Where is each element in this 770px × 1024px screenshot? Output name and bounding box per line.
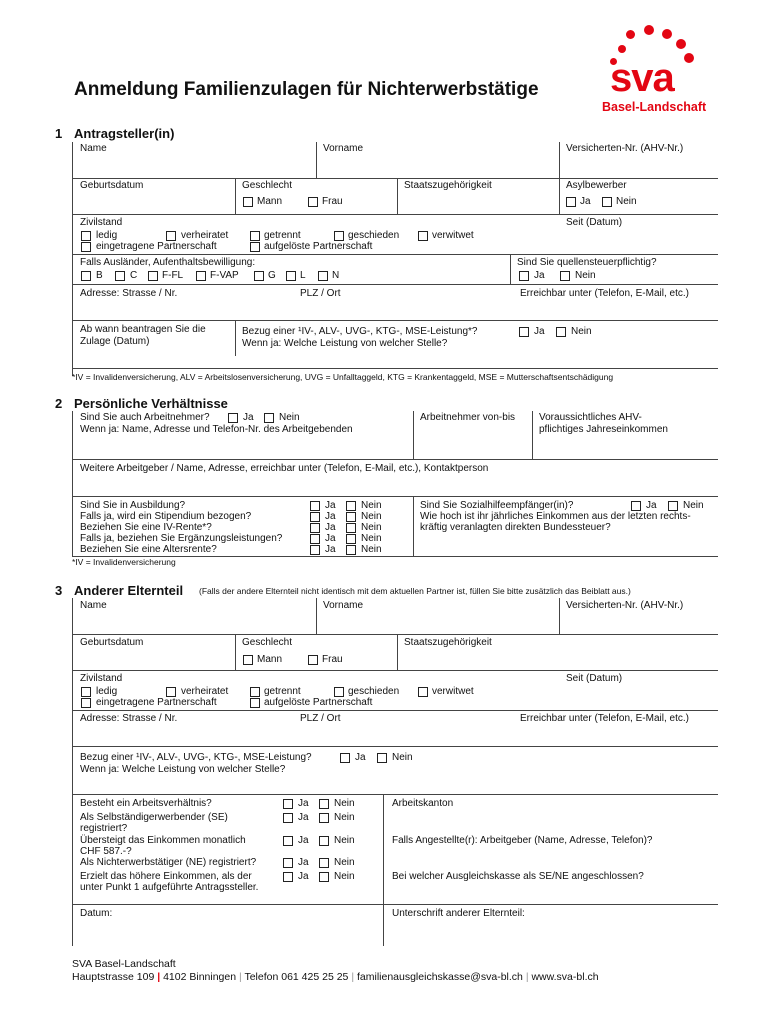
s1-aufgeloest-label: aufgelöste Partnerschaft [264,241,373,252]
s2-q4-ja-checkbox[interactable] [310,545,320,555]
s2-q2-ja-checkbox[interactable] [310,523,320,533]
s2-q2-nein-label: Nein [361,522,382,533]
s3-bezug-ja-checkbox[interactable] [340,753,350,763]
s1-eingetragen-label: eingetragene Partnerschaft [96,241,217,252]
s3-bezug-ja-label: Ja [355,752,366,763]
s1-asyl-ja-checkbox[interactable] [566,197,576,207]
section-1-number: 1 [55,126,63,141]
s1-mann-label: Mann [257,196,283,207]
s3-aufgeloest-label: aufgelöste Partnerschaft [264,697,373,708]
s1-quellen-ja-checkbox[interactable] [519,271,529,281]
footer-web[interactable]: www.sva-bl.ch [531,971,599,983]
section-3-title: Anderer Elternteil [74,583,184,598]
logo-dot [684,53,694,63]
s3-verwitwet-label: verwitwet [432,686,474,697]
s3-selbst-label-2: registriert? [80,823,128,834]
s1-permit-l-checkbox[interactable] [286,271,296,281]
s2-q0-nein-checkbox[interactable] [346,501,356,511]
s1-asyl-ja-label: Ja [580,196,591,207]
s1-plz-label: PLZ / Ort [300,288,341,299]
s3-hoeher-label-2: unter Punkt 1 aufgeführte Antragssteller. [80,882,259,893]
s3-ne-label: Als Nichterwerbstätiger (NE) registriert? [80,857,257,868]
s3-verheiratet-checkbox[interactable] [166,687,176,697]
s3-ne-nein-label: Nein [334,857,355,868]
s1-getrennt-label: getrennt [264,230,301,241]
section-3-number: 3 [55,583,63,598]
s3-ledig-label: ledig [96,686,118,697]
s1-bezug-label-1: Bezug einer ¹IV-, ALV-, UVG-, KTG-, MSE-Leistung*? [242,326,478,337]
s2-arbeitnehmer-label-2: Wenn ja: Name, Adresse und Telefon-Nr. des Arbeitgebenden [80,424,353,435]
s2-q4-nein-label: Nein [361,544,382,555]
s1-frau-label: Frau [322,196,343,207]
footer-phone: Telefon 061 425 25 25 [244,971,349,983]
s3-arbeitsverh-label: Besteht ein Arbeitsverhältnis? [80,798,212,809]
s1-ledig-label: ledig [96,230,118,241]
s3-adresse-label: Adresse: Strasse / Nr. [80,713,178,724]
s3-arbeitsverh-ja-checkbox[interactable] [283,799,293,809]
s1-geschieden-checkbox[interactable] [334,231,344,241]
s3-unterschrift-label: Unterschrift anderer Elternteil: [392,908,525,919]
s2-sozial-nein-label: Nein [683,500,704,511]
s3-staatszug-label: Staatszugehörigkeit [404,637,492,648]
section-2-number: 2 [55,396,63,411]
s3-arbeitsverh-nein-checkbox[interactable] [319,799,329,809]
s1-zivilstand-label: Zivilstand [80,217,123,228]
s1-ledig-checkbox[interactable] [81,231,91,241]
s3-uebersteigt-label-1: Übersteigt das Einkommen monatlich [80,835,246,846]
s3-hoeher-ja-label: Ja [298,871,309,882]
s3-geschieden-label: geschieden [348,686,400,697]
s1-bezug-ja-checkbox[interactable] [519,327,529,337]
s3-verheiratet-label: verheiratet [181,686,229,697]
s2-question-4: Beziehen Sie eine Altersrente? [80,544,217,555]
s1-verwitwet-label: verwitwet [432,230,474,241]
logo-dot [644,25,654,35]
s3-ne-ja-label: Ja [298,857,309,868]
s1-permit-n-checkbox[interactable] [318,271,328,281]
s1-permit-g-checkbox[interactable] [254,271,264,281]
s2-q2-nein-checkbox[interactable] [346,523,356,533]
s2-question-1: Falls ja, wird ein Stipendium bezogen? [80,511,252,522]
s3-uebersteigt-nein-label: Nein [334,835,355,846]
s2-q0-nein-label: Nein [361,500,382,511]
logo-dot [662,29,672,39]
s2-q1-ja-checkbox[interactable] [310,512,320,522]
s3-uebersteigt-label-2: CHF 587.-? [80,846,132,857]
s1-asyl-label: Asylbewerber [566,180,627,191]
s3-selbst-ja-label: Ja [298,812,309,823]
s1-asyl-nein-checkbox[interactable] [602,197,612,207]
s1-aufgeloest-checkbox[interactable] [250,242,260,252]
s3-hoeher-nein-checkbox[interactable] [319,872,329,882]
s3-geburtsdatum-label: Geburtsdatum [80,637,144,648]
s3-eingetragen-label: eingetragene Partnerschaft [96,697,217,708]
s2-q1-nein-label: Nein [361,511,382,522]
footer-email[interactable]: familienausgleichskasse@sva-bl.ch [356,971,523,983]
s3-plz-label: PLZ / Ort [300,713,341,724]
s3-arbeitskanton-label: Arbeitskanton [392,798,454,809]
s1-geburtsdatum-label: Geburtsdatum [80,180,144,191]
s2-arbeitnehmer-nein-label: Nein [279,412,300,423]
s2-einkommen-label-1: Wie hoch ist ihr jährliches Einkommen aus der letzten rechts- [420,511,691,522]
s2-ahv-label-1: Voraussichtliches AHV- [539,412,642,423]
s3-hoeher-nein-label: Nein [334,871,355,882]
s2-q1-ja-label: Ja [325,511,336,522]
s2-arbeitnehmer-nein-checkbox[interactable] [264,413,274,423]
s2-sozial-ja-label: Ja [646,500,657,511]
s2-question-2: Beziehen Sie eine IV-Rente*? [80,522,212,533]
s3-bezug-nein-label: Nein [392,752,413,763]
s1-permit-n-label: N [332,270,340,281]
s3-selbst-label-1: Als Selbständigerwerbender (SE) [80,812,228,823]
s1-permit-b-checkbox[interactable] [81,271,91,281]
section-2-title: Persönliche Verhältnisse [74,396,228,411]
s2-vonbis-label: Arbeitnehmer von-bis [420,412,516,423]
s2-q3-nein-checkbox[interactable] [346,534,356,544]
s2-q0-ja-checkbox[interactable] [310,501,320,511]
s2-question-0: Sind Sie in Ausbildung? [80,500,186,511]
s1-verwitwet-checkbox[interactable] [418,231,428,241]
s3-ne-ja-checkbox[interactable] [283,858,293,868]
s3-geschlecht-label: Geschlecht [242,637,293,648]
s1-auslaender-label: Falls Ausländer, Aufenthaltsbewilligung: [80,257,256,268]
s3-name-label: Name [80,600,107,611]
s3-aufgeloest-checkbox[interactable] [250,698,260,708]
s3-bezug-label-1: Bezug einer ¹IV-, ALV-, UVG-, KTG-, MSE-Leistung? [80,752,312,763]
s3-frau-checkbox[interactable] [308,655,318,665]
s3-uebersteigt-nein-checkbox[interactable] [319,836,329,846]
footer-separator: | [157,971,164,983]
s3-hoeher-ja-checkbox[interactable] [283,872,293,882]
s3-selbst-ja-checkbox[interactable] [283,813,293,823]
s1-permit-fvap-checkbox[interactable] [196,271,206,281]
s1-quellen-nein-label: Nein [575,270,596,281]
s3-bezug-nein-checkbox[interactable] [377,753,387,763]
s1-permit-ffl-label: F-FL [162,270,184,281]
s1-abwann-label-2: Zulage (Datum) [80,336,150,347]
s1-verheiratet-checkbox[interactable] [166,231,176,241]
logo-region-text: Basel-Landschaft [602,100,707,114]
section-1-title: Antragsteller(in) [74,126,175,141]
s2-question-3: Falls ja, beziehen Sie Ergänzungsleistungen? [80,533,283,544]
s3-verwitwet-checkbox[interactable] [418,687,428,697]
s2-sozial-label: Sind Sie Sozialhilfeempfänger(in)? [420,500,574,511]
s1-permit-c-label: C [130,270,138,281]
s3-ledig-checkbox[interactable] [81,687,91,697]
s2-footnote: *IV = Invalidenversicherung [72,557,176,567]
s1-erreichbar-label: Erreichbar unter (Telefon, E-Mail, etc.) [520,288,689,299]
s2-einkommen-label-2: kräftig veranlagten direkten Bundessteuer? [420,522,611,533]
s3-vorname-label: Vorname [323,600,364,611]
s1-versnr-label: Versicherten-Nr. (AHV-Nr.) [566,143,684,154]
s3-bezug-label-2: Wenn ja: Welche Leistung von welcher Stelle? [80,764,286,775]
s3-versnr-label: Versicherten-Nr. (AHV-Nr.) [566,600,684,611]
s2-sozial-nein-checkbox[interactable] [668,501,678,511]
s1-seit-label: Seit (Datum) [566,217,623,228]
logo-dot [618,45,626,53]
s2-arbeitnehmer-label-1: Sind Sie auch Arbeitnehmer? [80,412,210,423]
footer-city: 4102 Binningen [163,971,237,983]
s1-permit-ffl-checkbox[interactable] [148,271,158,281]
s3-getrennt-label: getrennt [264,686,301,697]
s1-bezug-nein-label: Nein [571,326,592,337]
s1-eingetragen-checkbox[interactable] [81,242,91,252]
footer-address: Hauptstrasse 109 [72,971,155,983]
s3-frau-label: Frau [322,654,343,665]
s2-arbeitnehmer-ja-label: Ja [243,412,254,423]
s2-arbeitnehmer-ja-checkbox[interactable] [228,413,238,423]
logo-dot [676,39,686,49]
s3-getrennt-checkbox[interactable] [250,687,260,697]
s2-q1-nein-checkbox[interactable] [346,512,356,522]
s3-mann-checkbox[interactable] [243,655,253,665]
s1-mann-checkbox[interactable] [243,197,253,207]
s3-arbeitsverh-nein-label: Nein [334,798,355,809]
s2-q2-ja-label: Ja [325,522,336,533]
s1-asyl-nein-label: Nein [616,196,637,207]
s3-ne-nein-checkbox[interactable] [319,858,329,868]
s3-selbst-nein-label: Nein [334,812,355,823]
section-3-note: (Falls der andere Elternteil nicht identisch mit dem aktuellen Partner ist, füllen Sie bitte zusätzlich das Beiblatt aus.) [199,586,631,596]
s2-q4-ja-label: Ja [325,544,336,555]
s1-permit-fvap-label: F-VAP [210,270,239,281]
s2-weitere-label: Weitere Arbeitgeber / Name, Adresse, erreichbar unter (Telefon, E-Mail, etc.), Kontaktperson [80,463,489,474]
s3-erreichbar-label: Erreichbar unter (Telefon, E-Mail, etc.) [520,713,689,724]
form-title: Anmeldung Familienzulagen für Nichterwerbstätige [74,79,539,100]
s1-permit-l-label: L [300,270,306,281]
s3-selbst-nein-checkbox[interactable] [319,813,329,823]
s1-bezug-label-2: Wenn ja: Welche Leistung von welcher Stelle? [242,338,448,349]
s3-zivilstand-label: Zivilstand [80,673,123,684]
s1-quellen-ja-label: Ja [534,270,545,281]
s3-uebersteigt-ja-checkbox[interactable] [283,836,293,846]
s1-frau-checkbox[interactable] [308,197,318,207]
s1-name-label: Name [80,143,107,154]
s1-bezug-ja-label: Ja [534,326,545,337]
s1-bezug-nein-checkbox[interactable] [556,327,566,337]
s3-angestellt-label: Falls Angestellte(r): Arbeitgeber (Name, Adresse, Telefon)? [392,835,653,846]
s1-geschlecht-label: Geschlecht [242,180,293,191]
s3-datum-label: Datum: [80,908,113,919]
footer-org: SVA Basel-Landschaft [72,958,176,970]
s1-permit-b-label: B [96,270,103,281]
s1-getrennt-checkbox[interactable] [250,231,260,241]
footer-contact-line: Hauptstrasse 109 | 4102 Binningen | Telefon 061 425 25 25 | familienausgleichskasse@sva-bl.ch | www.sva-bl.ch [72,971,599,983]
s2-q3-ja-label: Ja [325,533,336,544]
s3-geschieden-checkbox[interactable] [334,687,344,697]
s2-q0-ja-label: Ja [325,500,336,511]
s1-permit-c-checkbox[interactable] [115,271,125,281]
s3-arbeitsverh-ja-label: Ja [298,798,309,809]
s1-staatszug-label: Staatszugehörigkeit [404,180,492,191]
s1-quellen-nein-checkbox[interactable] [560,271,570,281]
s1-vorname-label: Vorname [323,143,364,154]
s1-adresse-label: Adresse: Strasse / Nr. [80,288,178,299]
logo-dot [626,30,635,39]
s1-geschieden-label: geschieden [348,230,400,241]
s3-uebersteigt-ja-label: Ja [298,835,309,846]
s1-abwann-label-1: Ab wann beantragen Sie die [80,324,206,335]
s1-verheiratet-label: verheiratet [181,230,229,241]
logo-sva-text: sva [610,56,674,100]
s1-quellensteuer-label: Sind Sie quellensteuerpflichtig? [517,257,657,268]
s3-eingetragen-checkbox[interactable] [81,698,91,708]
s2-sozial-ja-checkbox[interactable] [631,501,641,511]
s2-q3-ja-checkbox[interactable] [310,534,320,544]
s3-ausgleich-label: Bei welcher Ausgleichskasse als SE/NE angeschlossen? [392,871,644,882]
s3-mann-label: Mann [257,654,283,665]
s2-q3-nein-label: Nein [361,533,382,544]
s3-seit-label: Seit (Datum) [566,673,623,684]
s1-permit-g-label: G [268,270,276,281]
s1-footnote: *IV = Invalidenversicherung, ALV = Arbeitslosenversicherung, UVG = Unfalltaggeld, KTG = Krankentaggeld, MSE = Mutterschaftsentschädigung [72,372,614,382]
sva-logo [596,22,726,117]
s3-hoeher-label-1: Erzielt das höhere Einkommen, als der [80,871,252,882]
s2-ahv-label-2: pflichtiges Jahreseinkommen [539,424,668,435]
s2-q4-nein-checkbox[interactable] [346,545,356,555]
